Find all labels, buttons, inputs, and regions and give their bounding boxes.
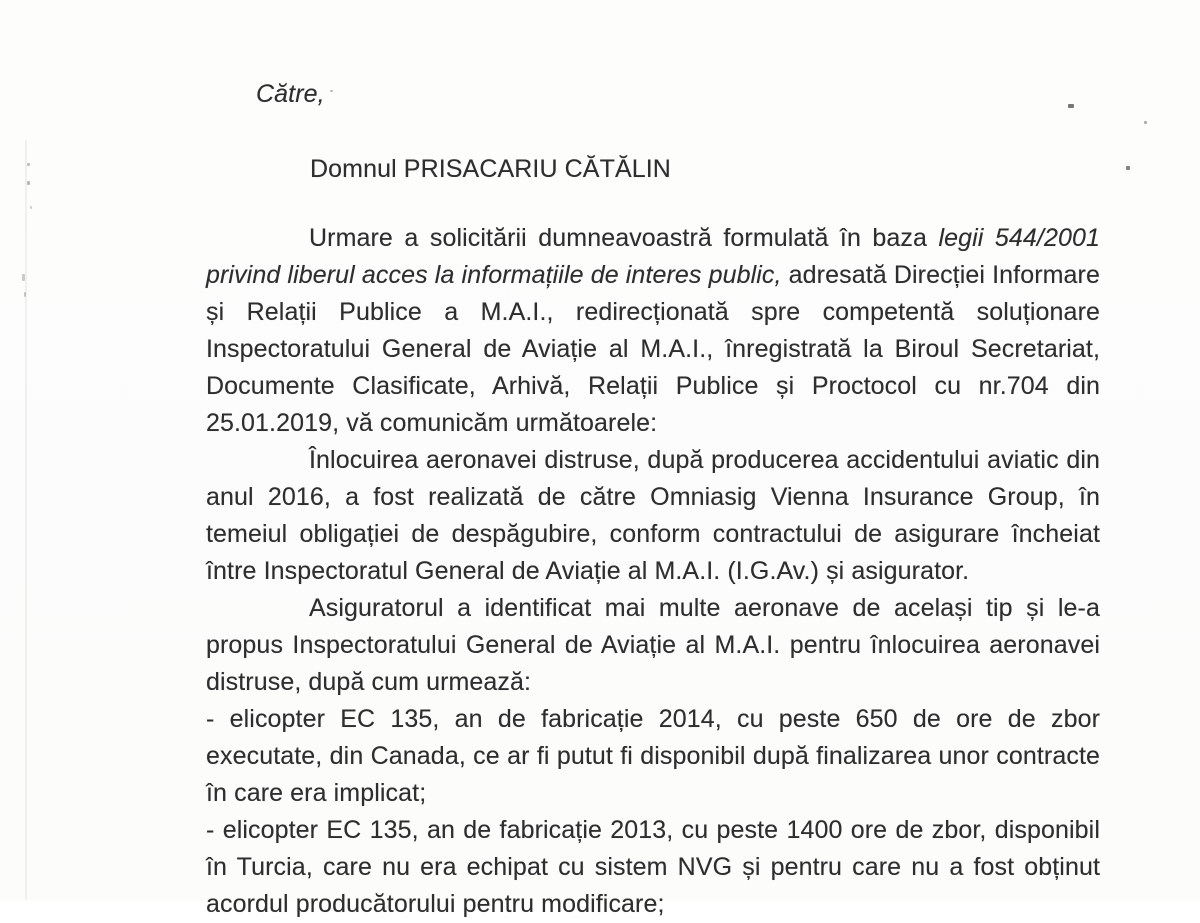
text-segment: adresată Direcției Informare: [781, 261, 1100, 289]
text-segment: și Relații Publice a M.A.I., redirecționată spre competentă soluționare: [206, 298, 1100, 326]
text-line: [206, 812, 1100, 849]
text-segment: Urmare a solicitării dumneavoastră formulată în baza: [309, 224, 939, 252]
text-line: [206, 220, 1100, 257]
text-segment: Înlocuirea aeronavei distruse, după producerea accidentului aviatic din: [309, 446, 1100, 474]
text-line: [206, 849, 1100, 886]
text-segment: - elicopter EC 135, an de fabricație 2014, cu peste 650 de ore de zbor: [206, 705, 1100, 733]
text-line: [206, 368, 1100, 405]
text-segment: între Inspectoratul General de Aviație al M.A.I. (I.G.Av.) și asigurator.: [206, 557, 970, 585]
text-line: [206, 590, 1100, 627]
scan-speck: [330, 90, 333, 92]
text-segment: executate, din Canada, ce ar fi putut fi disponibil după finalizarea unor contracte: [206, 742, 1100, 770]
text-line: [206, 627, 1100, 664]
italic-text-segment: privind liberul acces la informațiile de interes public,: [206, 261, 782, 289]
text-line: [206, 442, 1100, 479]
text-line: [206, 331, 1100, 368]
scan-speck: [1068, 104, 1074, 108]
text-line: [206, 479, 1100, 516]
text-segment: anul 2016, a fost realizată de către Omniasig Vienna Insurance Group, în: [206, 483, 1100, 511]
text-segment: Asiguratorul a identificat mai multe aeronave de același tip și le-a: [309, 594, 1100, 622]
text-line: [206, 738, 1100, 775]
text-line: [206, 405, 1100, 442]
text-line: [206, 664, 1100, 701]
text-line: [206, 516, 1100, 553]
text-segment: în care era implicat;: [206, 779, 427, 807]
text-line: [206, 553, 1100, 590]
letter-body: [206, 220, 1100, 923]
scan-speck: [24, 292, 26, 297]
addressee-name: Domnul PRISACARIU CĂTĂLIN: [310, 155, 671, 183]
text-segment: Inspectoratului General de Aviație al M.A.I., înregistrată la Biroul Secretariat,: [206, 335, 1100, 363]
scan-speck: [30, 206, 32, 209]
salutation: Către,: [256, 80, 325, 108]
text-line: [206, 701, 1100, 738]
text-line: [206, 294, 1100, 331]
text-segment: în Turcia, care nu era echipat cu sistem NVG și pentru care nu a fost obținut: [206, 853, 1100, 881]
text-segment: acordul producătorului pentru modificare;: [206, 890, 665, 918]
scan-speck: [1144, 121, 1147, 124]
italic-text-segment: legii 544/2001: [938, 224, 1100, 252]
text-line: [206, 257, 1100, 294]
text-segment: temeiul obligației de despăgubire, conform contractului de asigurare încheiat: [206, 520, 1100, 548]
text-segment: Documente Clasificate, Arhivă, Relații Publice și Proctocol cu nr.704 din: [206, 372, 1100, 400]
text-segment: 25.01.2019, vă comunicăm următoarele:: [206, 409, 658, 437]
scan-edge-artifact: [25, 140, 27, 900]
scan-speck: [1126, 166, 1130, 170]
text-line: [206, 886, 1100, 923]
scan-speck: [22, 274, 25, 281]
scan-speck: [27, 163, 30, 166]
text-segment: propus Inspectoratului General de Aviație al M.A.I. pentru înlocuirea aeronavei: [206, 631, 1100, 659]
text-segment: distruse, după cum urmează:: [206, 668, 532, 696]
scan-speck: [27, 181, 30, 185]
text-line: [206, 775, 1100, 812]
text-segment: - elicopter EC 135, an de fabricație 2013, cu peste 1400 ore de zbor, disponibil: [206, 816, 1100, 844]
